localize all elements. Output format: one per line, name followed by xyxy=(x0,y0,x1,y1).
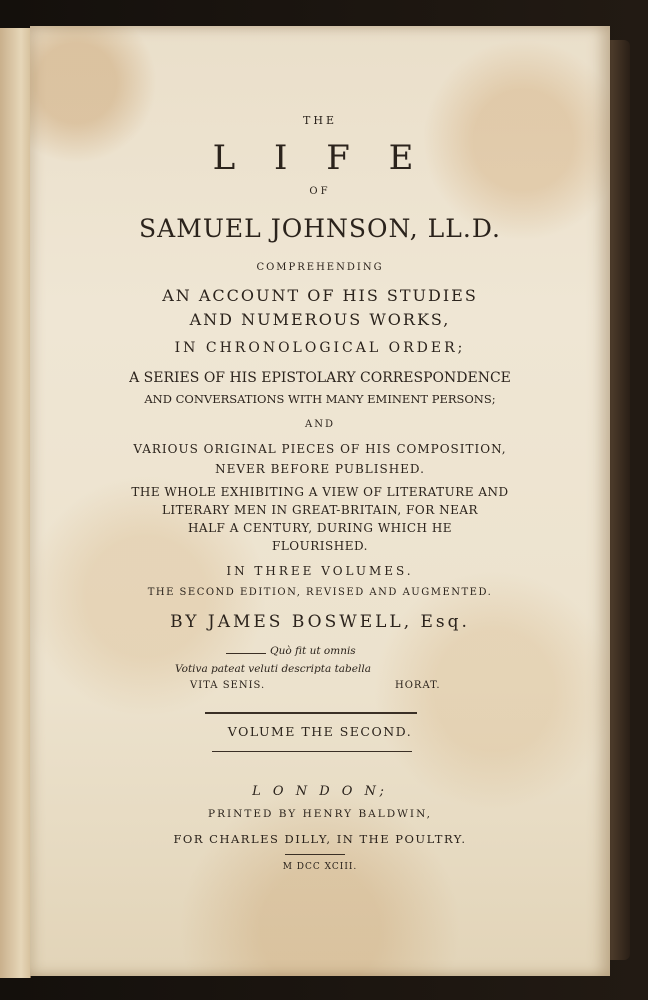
description-line: AND CONVERSATIONS WITH MANY EMINENT PERSONS; xyxy=(144,392,496,406)
divider-rule xyxy=(212,751,412,752)
description-line: VARIOUS ORIGINAL PIECES OF HIS COMPOSITION, xyxy=(133,442,507,456)
description-line: AN ACCOUNT OF HIS STUDIES xyxy=(162,286,478,305)
description-line: A SERIES OF HIS EPISTOLARY CORRESPONDENCE xyxy=(129,370,511,386)
divider-rule xyxy=(285,854,345,855)
comprehending-label: COMPREHENDING xyxy=(256,262,384,273)
author-byline: BY JAMES BOSWELL, Esq. xyxy=(170,612,470,632)
description-line: LITERARY MEN IN GREAT-BRITAIN, FOR NEAR xyxy=(161,503,479,517)
title-life: L I F E xyxy=(212,138,428,178)
epigraph-line: Quò fit ut omnis xyxy=(270,645,356,657)
imprint-printer: PRINTED BY HENRY BALDWIN, xyxy=(208,808,432,820)
description-line: NEVER BEFORE PUBLISHED. xyxy=(215,462,425,476)
title-page xyxy=(30,26,610,976)
epigraph-line: Votiva pateat veluti descripta tabella xyxy=(175,663,371,675)
title-the: THE xyxy=(303,114,337,127)
description-line: AND NUMEROUS WORKS, xyxy=(189,310,451,329)
volume-label: VOLUME THE SECOND. xyxy=(227,724,413,739)
epigraph-dash xyxy=(226,653,266,654)
imprint-date: M DCC XCIII. xyxy=(282,862,358,872)
and-label: AND xyxy=(305,419,335,430)
subject-name: SAMUEL JOHNSON, LL.D. xyxy=(139,214,501,243)
description-line: THE WHOLE EXHIBITING A VIEW OF LITERATURE AND xyxy=(131,485,509,499)
epigraph-attribution: HORAT. xyxy=(395,680,441,691)
divider-rule xyxy=(205,712,417,714)
description-line: IN CHRONOLOGICAL ORDER; xyxy=(174,340,466,356)
imprint-publisher: FOR CHARLES DILLY, IN THE POULTRY. xyxy=(173,832,467,846)
epigraph-source: VITA SENIS. xyxy=(190,680,266,691)
imprint-city: L O N D O N; xyxy=(252,784,388,799)
description-line: HALF A CENTURY, DURING WHICH HE xyxy=(187,521,453,535)
left-page-edge xyxy=(0,28,31,978)
edition-note: THE SECOND EDITION, REVISED AND AUGMENTED. xyxy=(147,587,493,598)
title-of: OF xyxy=(309,186,331,197)
description-line: FLOURISHED. xyxy=(272,539,368,553)
volumes-note: IN THREE VOLUMES. xyxy=(226,564,414,578)
